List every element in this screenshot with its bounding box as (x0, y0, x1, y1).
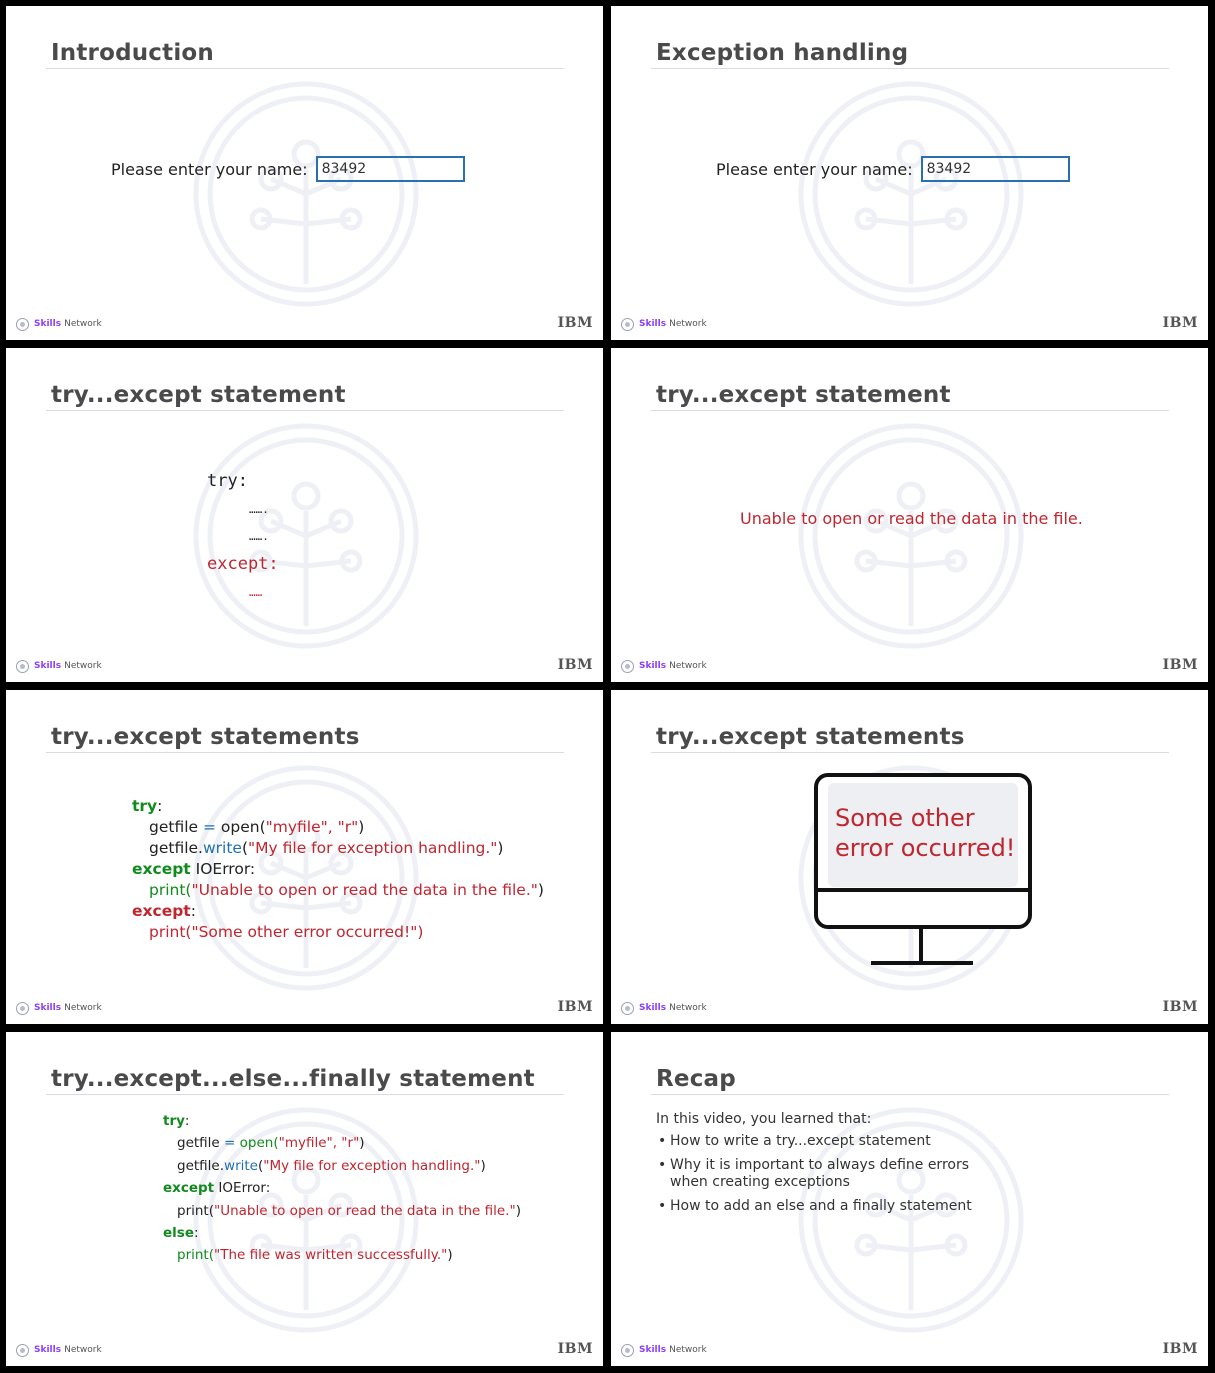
code-line: print("Unable to open or read the data in the file.") (149, 881, 544, 899)
skills-network-logo: Skills Network (621, 659, 707, 673)
recap-list (656, 1111, 972, 1222)
watermark-tree-icon (791, 74, 1031, 314)
code-line: except: (132, 902, 196, 920)
code-line: getfile.write("My file for exception handling.") (177, 1157, 486, 1174)
code-line: print("The file was written successfully.") (177, 1247, 453, 1264)
code-line: try: (163, 1113, 190, 1129)
title-divider (46, 1094, 564, 1095)
recap-bullet: • How to add an else and a finally statement (656, 1198, 972, 1215)
slide-title: try...except statement (51, 382, 346, 408)
name-label: Please enter your name: (716, 159, 913, 179)
ibm-logo: IBM (557, 315, 593, 331)
slide-title: try...except...else...finally statement (51, 1066, 535, 1092)
code-block (132, 796, 544, 943)
skills-network-icon (621, 1002, 634, 1015)
code-block (163, 1110, 521, 1267)
skills-network-icon (621, 318, 634, 331)
watermark-tree-icon (791, 416, 1031, 656)
skills-network-logo: Skills Network (16, 659, 102, 673)
screen-text-line: Some other (835, 804, 975, 832)
slide-introduction (6, 6, 603, 340)
code-line: print("Unable to open or read the data in the file.") (177, 1202, 521, 1219)
title-divider (651, 68, 1169, 69)
code-line: getfile.write("My file for exception handling.") (149, 839, 504, 857)
title-divider (651, 410, 1169, 411)
slide-try-except-code (6, 690, 603, 1024)
recap-bullet: • How to write a try...except statement (656, 1133, 972, 1150)
slide-try-except-else-finally (6, 1032, 603, 1366)
skills-network-logo: Skills Network (621, 317, 707, 331)
skills-network-logo: Skills Network (16, 1001, 102, 1015)
slide-title: try...except statement (656, 382, 951, 408)
skills-network-icon (16, 1002, 29, 1015)
title-divider (651, 752, 1169, 753)
ibm-logo: IBM (557, 999, 593, 1015)
ibm-logo: IBM (557, 657, 593, 673)
slide-recap (611, 1032, 1208, 1366)
slide-try-except-syntax (6, 348, 603, 682)
slide-title: Exception handling (656, 40, 909, 66)
skills-network-icon (621, 1344, 634, 1357)
code-except-body: …… (249, 586, 263, 599)
slide-error-message (611, 348, 1208, 682)
skills-network-icon (16, 318, 29, 331)
name-prompt-row (111, 156, 465, 182)
name-input[interactable]: 83492 (921, 156, 1070, 182)
skills-network-logo: Skills Network (621, 1343, 707, 1357)
code-line: getfile = open("myfile", "r") (177, 1135, 365, 1152)
code-line: getfile = open("myfile", "r") (149, 818, 365, 836)
code-body-line: ……. (249, 530, 269, 543)
skills-network-logo: Skills Network (16, 317, 102, 331)
slide-monitor-error (611, 690, 1208, 1024)
watermark-tree-icon (186, 74, 426, 314)
skills-network-logo: Skills Network (621, 1001, 707, 1015)
slide-title: Introduction (51, 40, 214, 66)
name-input[interactable]: 83492 (316, 156, 465, 182)
skills-network-logo: Skills Network (16, 1343, 102, 1357)
code-line: try: (132, 797, 163, 815)
code-line: print("Some other error occurred!") (149, 923, 424, 941)
recap-bullet: • Why it is important to always define errors when creating exceptions (656, 1157, 970, 1191)
code-try: try: (207, 471, 248, 491)
monitor-icon (809, 770, 1037, 970)
ibm-logo: IBM (557, 1341, 593, 1357)
recap-intro: In this video, you learned that: (656, 1111, 872, 1127)
watermark-tree-icon (186, 416, 426, 656)
code-line: else: (163, 1225, 199, 1242)
skills-network-icon (16, 660, 29, 673)
ibm-logo: IBM (1162, 999, 1198, 1015)
name-prompt-row (716, 156, 1070, 182)
code-line: except IOError: (132, 860, 256, 878)
name-label: Please enter your name: (111, 159, 308, 179)
ibm-logo: IBM (1162, 657, 1198, 673)
slide-title: try...except statements (51, 724, 360, 750)
title-divider (46, 752, 564, 753)
code-except: except: (207, 554, 279, 574)
ibm-logo: IBM (1162, 1341, 1198, 1357)
code-line: except IOError: (163, 1180, 271, 1197)
code-body-line: ……. (249, 503, 269, 516)
slide-title: Recap (656, 1066, 736, 1092)
skills-network-icon (621, 660, 634, 673)
screen-text-line: error occurred! (835, 834, 1016, 862)
title-divider (46, 410, 564, 411)
slide-exception-handling (611, 6, 1208, 340)
title-divider (46, 68, 564, 69)
title-divider (651, 1094, 1169, 1095)
error-message: Unable to open or read the data in the file. (740, 509, 1083, 528)
slide-title: try...except statements (656, 724, 965, 750)
skills-network-icon (16, 1344, 29, 1357)
ibm-logo: IBM (1162, 315, 1198, 331)
